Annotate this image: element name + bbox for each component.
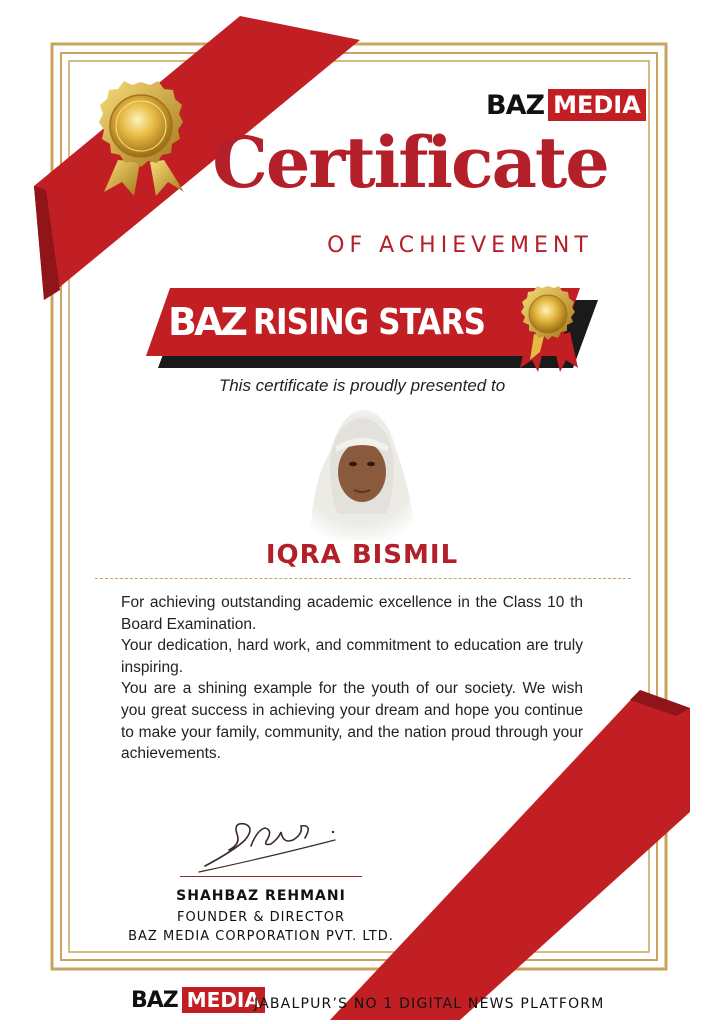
body-paragraph-2: Your dedication, hard work, and commitment to education are truly inspiring. xyxy=(121,637,583,676)
footer-tagline: JABALPUR’S NO 1 DIGITAL NEWS PLATFORM xyxy=(254,996,605,1012)
certificate-subtitle: OF ACHIEVEMENT xyxy=(327,233,593,258)
signatory-role: FOUNDER & DIRECTOR xyxy=(177,910,345,925)
signature-line xyxy=(180,876,362,877)
footer-logo-media: MEDIA xyxy=(182,987,265,1013)
rising-stars-label xyxy=(168,292,528,352)
header-logo-media: MEDIA xyxy=(548,89,646,121)
signatory-name: SHAHBAZ REHMANI xyxy=(176,888,346,904)
certificate-body xyxy=(121,592,583,765)
certificate-title: Certificate xyxy=(212,121,608,204)
rising-stars-logo: BAZ xyxy=(168,300,245,344)
header-brand-logo xyxy=(486,89,646,121)
footer-logo-baz: BAZ xyxy=(131,987,178,1013)
presented-to-line: This certificate is proudly presented to xyxy=(218,376,506,395)
footer-brand-logo xyxy=(131,987,265,1013)
recipient-photo xyxy=(290,402,430,540)
header-logo-baz: BAZ xyxy=(486,89,545,121)
body-paragraph-1: For achieving outstanding academic excellence in the Class 10 th Board Examination. xyxy=(121,594,583,633)
dashed-divider xyxy=(95,578,631,579)
signature xyxy=(185,810,355,880)
body-paragraph-3: You are a shining example for the youth of our society. We wish you great success in achieving your dream and hope you continue to make your family, community, and the nation proud through your achievements. xyxy=(121,680,583,763)
rising-stars-text: RISING STARS xyxy=(252,301,486,343)
recipient-name: IQRA BISMIL xyxy=(265,540,459,570)
signatory-organization: BAZ MEDIA CORPORATION PVT. LTD. xyxy=(128,929,394,944)
